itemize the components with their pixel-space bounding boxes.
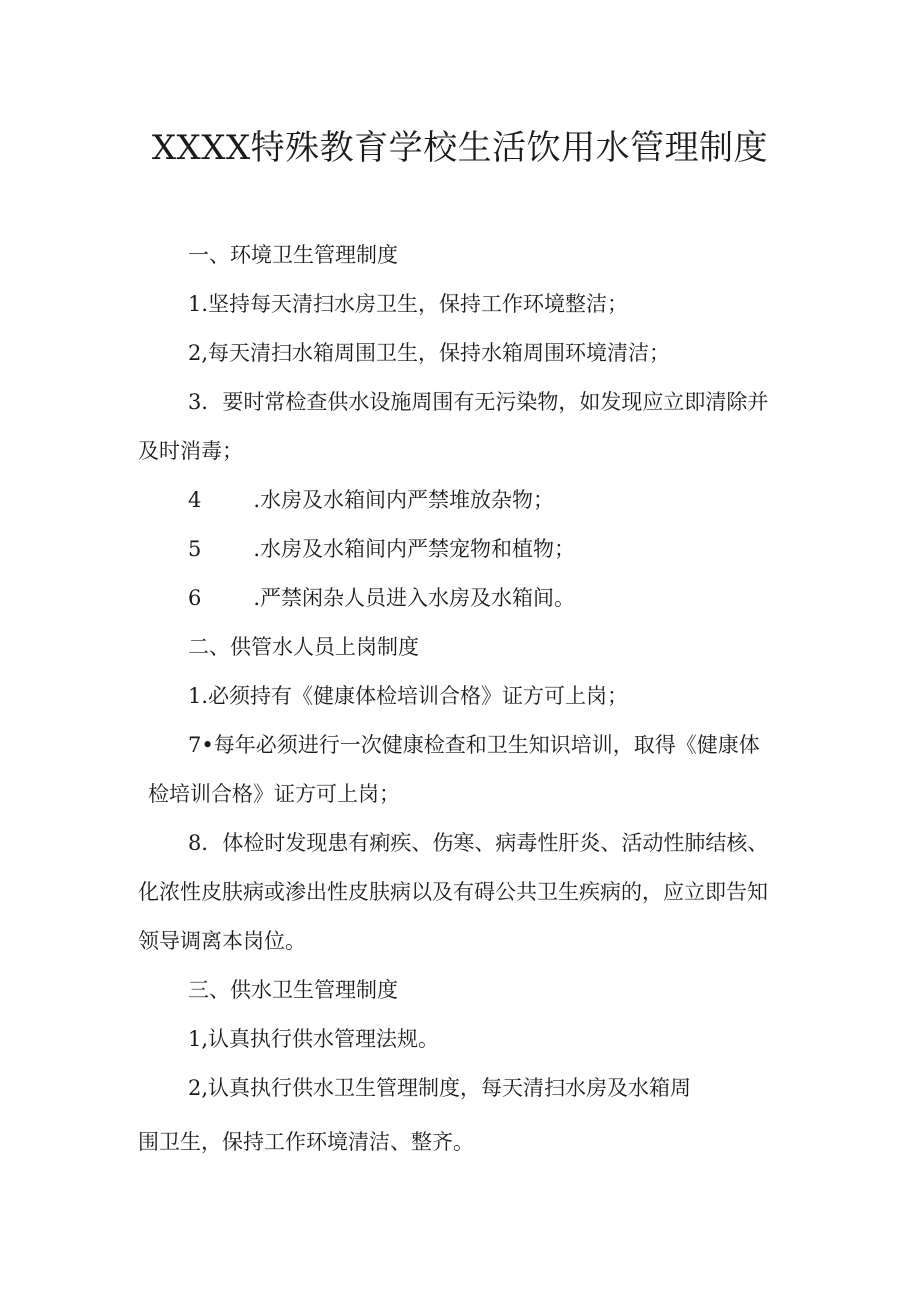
list-item <box>188 583 575 613</box>
paragraph-line: 及时消毒； <box>138 439 243 463</box>
list-text: .严禁闲杂人员进入水房及水箱间。 <box>253 586 576 610</box>
paragraph-line: 1.坚持每天清扫水房卫生，保持工作环境整洁； <box>188 292 629 316</box>
list-text: .水房及水箱间内严禁堆放杂物； <box>253 488 555 512</box>
section-heading-3: 三、供水卫生管理制度 <box>188 978 398 1002</box>
paragraph-line: 7•每年必须进行一次健康检查和卫生知识培训，取得《健康体 <box>188 733 760 757</box>
document-title: XXXX特殊教育学校生活饮用水管理制度 <box>151 128 769 168</box>
paragraph-line: 1,认真执行供水管理法规。 <box>188 1027 440 1051</box>
list-text: .水房及水箱间内严禁宠物和植物； <box>253 537 576 561</box>
paragraph-line: 围卫生，保持工作环境清洁、整齐。 <box>138 1130 474 1154</box>
paragraph-line: 1.必须持有《健康体检培训合格》证方可上岗； <box>188 684 629 708</box>
list-item <box>188 534 575 564</box>
paragraph-line: 检培训合格》证方可上岗； <box>148 782 400 806</box>
paragraph-line: 领导调离本岗位。 <box>138 929 306 953</box>
section-heading-2: 二、供管水人员上岗制度 <box>188 635 419 659</box>
list-number: 4 <box>188 488 202 512</box>
paragraph-line: 8．体检时发现患有痢疾、伤寒、病毒性肝炎、活动性肺结核、 <box>188 831 769 855</box>
paragraph-line: 化浓性皮肤病或渗出性皮肤病以及有碍公共卫生疾病的，应立即告知 <box>138 880 768 904</box>
list-number: 6 <box>188 586 202 610</box>
paragraph-line: 3．要时常检查供水设施周围有无污染物，如发现应立即清除并 <box>188 390 769 414</box>
list-item <box>188 485 554 515</box>
section-heading-1: 一、环境卫生管理制度 <box>188 243 398 267</box>
paragraph-line: 2,每天清扫水箱周围卫生，保持水箱周围环境清洁； <box>188 341 671 365</box>
list-number: 5 <box>188 537 202 561</box>
paragraph-line: 2,认真执行供水卫生管理制度，每天清扫水房及水箱周 <box>188 1076 692 1100</box>
